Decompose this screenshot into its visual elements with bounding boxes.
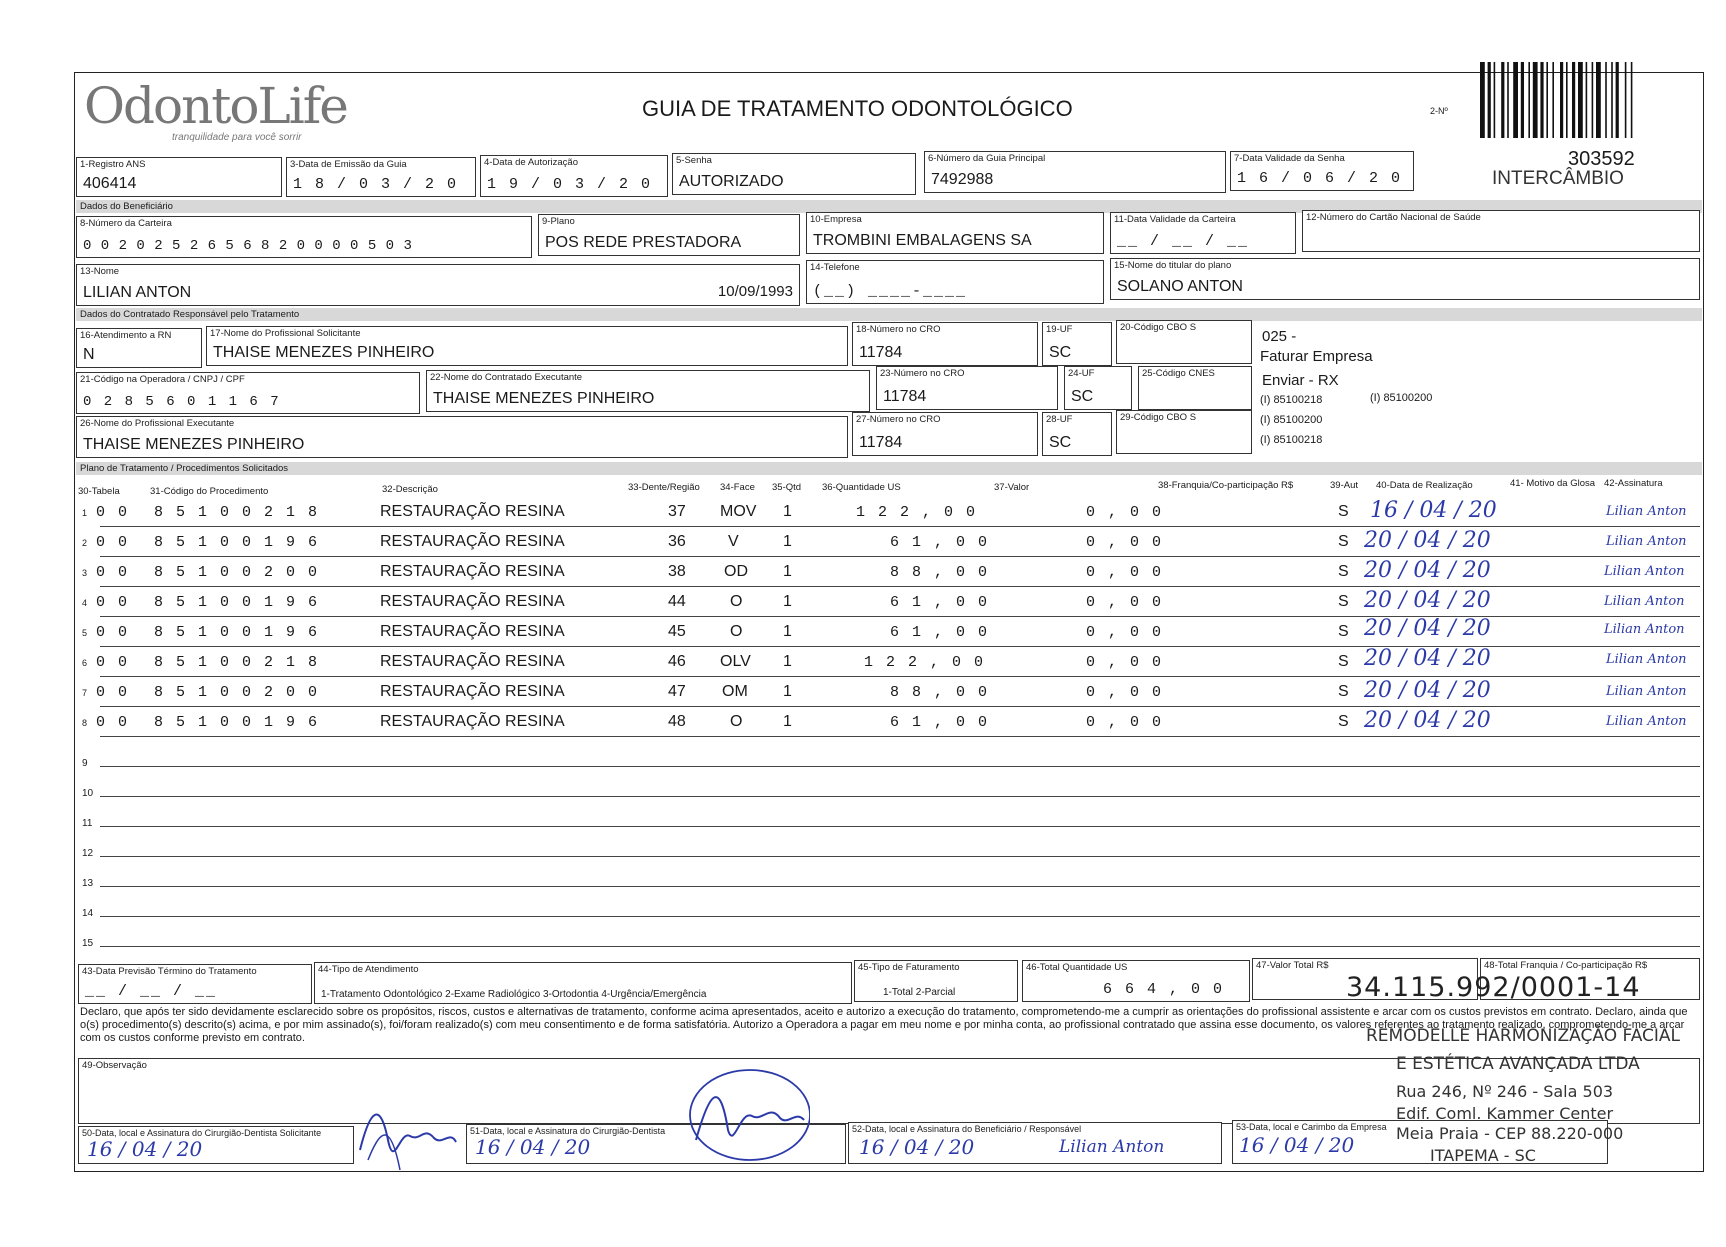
row-face: OD bbox=[724, 563, 748, 580]
barcode-bar bbox=[1513, 62, 1518, 138]
guide-no-label: 2-Nº bbox=[1430, 106, 1448, 116]
barcode-bar bbox=[1560, 62, 1563, 138]
logo bbox=[84, 77, 347, 143]
row-tabela: 0 0 bbox=[96, 654, 130, 671]
row-number: 4 bbox=[82, 598, 88, 608]
uf28-value: SC bbox=[1049, 434, 1072, 451]
f45-field[interactable] bbox=[854, 960, 1018, 1002]
col-valor: 37-Valor bbox=[994, 482, 1030, 493]
barcode-bar bbox=[1552, 62, 1554, 138]
row-codigo: 8 5 1 0 0 1 9 6 bbox=[154, 714, 320, 731]
section-plano: Plano de Tratamento / Procedimentos Solicitados bbox=[76, 462, 1702, 475]
row-descricao: RESTAURAÇÃO RESINA bbox=[380, 593, 565, 610]
cro18-field[interactable] bbox=[852, 322, 1038, 366]
f51-value: 16 / 04 / 20 bbox=[475, 1135, 591, 1159]
f53-label: 53-Data, local e Carimbo da Empresa bbox=[1236, 1122, 1387, 1132]
cbo20-field[interactable] bbox=[1116, 320, 1252, 364]
row-qtd: 1 bbox=[783, 713, 792, 730]
row-line bbox=[100, 736, 1700, 737]
prof-executante-field[interactable] bbox=[76, 416, 848, 458]
row-codigo: 8 5 1 0 0 2 1 8 bbox=[154, 504, 320, 521]
guia-principal-value: 7492988 bbox=[931, 171, 994, 188]
registro-ans-value: 406414 bbox=[83, 175, 137, 192]
prof-solicitante-field[interactable] bbox=[206, 326, 848, 366]
validade-carteira-value: __ / __ / __ bbox=[1117, 233, 1250, 250]
row-number: 8 bbox=[82, 718, 88, 728]
f51-label: 51-Data, local e Assinatura do Cirurgião-Dentista bbox=[470, 1126, 666, 1136]
row-face: O bbox=[730, 623, 743, 640]
row-dente: 46 bbox=[668, 653, 686, 670]
row-descricao: RESTAURAÇÃO RESINA bbox=[380, 563, 565, 580]
titular-label: 15-Nome do titular do plano bbox=[1114, 260, 1232, 271]
titular-value: SOLANO ANTON bbox=[1117, 278, 1243, 295]
row-qtd: 1 bbox=[783, 503, 792, 520]
stamp-line-6: ITAPEMA - SC bbox=[1430, 1146, 1536, 1165]
row-number: 13 bbox=[82, 878, 94, 889]
uf28-label: 28-UF bbox=[1046, 414, 1073, 425]
prof-executante-value: THAISE MENEZES PINHEIRO bbox=[83, 436, 305, 453]
row-number: 5 bbox=[82, 628, 88, 638]
row-qtd: 1 bbox=[783, 623, 792, 640]
cro18-label: 18-Número no CRO bbox=[856, 324, 941, 335]
row-line bbox=[100, 646, 1700, 647]
cartao-nacional-label: 12-Número do Cartão Nacional de Saúde bbox=[1306, 212, 1481, 223]
declaration-text: Declaro, que após ter sido devidamente esclarecido sobre os propósitos, riscos, custos e alternativas de tratamento, conforme acima apresentados, aceito e autorizo a execução do tratamento, comprometendo-me a cumprir as orientações do profissional assistente e arcar com os custos previstos em contrato. Declaro, ainda que o(s) procedimento(s) descrito(s) acima, e por mim assinado(s), foi/foram realizado(s) com meu consentimento e de forma satisfatória. Autorizo a Operadora a pagar em meu nome e por minha conta, ao profissional contratado que assina esse documento, os valores referentes ao tratamento realizado, comprometendo-me a arcar com os custos conforme previsto em contrato. bbox=[80, 1006, 1688, 1044]
row-number: 11 bbox=[82, 818, 93, 829]
senha-value: AUTORIZADO bbox=[679, 173, 784, 190]
barcode-bar bbox=[1546, 62, 1548, 138]
row-number: 12 bbox=[82, 848, 94, 859]
validade-senha-field[interactable] bbox=[1230, 151, 1414, 191]
row-number: 9 bbox=[82, 758, 88, 769]
f44-field[interactable] bbox=[314, 962, 852, 1004]
row-aut: S bbox=[1338, 623, 1349, 640]
validade-senha-label: 7-Data Validade da Senha bbox=[1234, 153, 1345, 164]
row-us: 6 1 , 0 0 bbox=[890, 534, 990, 551]
row-descricao: RESTAURAÇÃO RESINA bbox=[380, 533, 565, 550]
col-face: 34-Face bbox=[720, 482, 755, 493]
f47-label: 47-Valor Total R$ bbox=[1256, 960, 1329, 971]
guide-number: 303592 bbox=[1568, 148, 1635, 170]
f50-field[interactable] bbox=[78, 1126, 354, 1164]
row-face: O bbox=[730, 593, 743, 610]
row-aut: S bbox=[1338, 563, 1349, 580]
uf24-label: 24-UF bbox=[1068, 368, 1095, 379]
intercambio-label: INTERCÂMBIO bbox=[1492, 168, 1624, 189]
row-us: 6 1 , 0 0 bbox=[890, 714, 990, 731]
note-faturar: Faturar Empresa bbox=[1260, 348, 1373, 365]
row-number: 1 bbox=[82, 508, 88, 518]
row-tabela: 0 0 bbox=[96, 714, 130, 731]
cro27-field[interactable] bbox=[852, 412, 1038, 456]
row-dente: 36 bbox=[668, 533, 686, 550]
prof-solicitante-label: 17-Nome do Profissional Solicitante bbox=[210, 328, 361, 339]
row-codigo: 8 5 1 0 0 1 9 6 bbox=[154, 534, 320, 551]
row-codigo: 8 5 1 0 0 2 0 0 bbox=[154, 684, 320, 701]
f46-label: 46-Total Quantidade US bbox=[1026, 962, 1128, 973]
stamp-line-5: Meia Praia - CEP 88.220-000 bbox=[1396, 1124, 1624, 1143]
f50-label: 50-Data, local e Assinatura do Cirurgião-Dentista Solicitante bbox=[82, 1128, 322, 1138]
cro27-value: 11784 bbox=[859, 434, 903, 451]
table-row[interactable] bbox=[78, 500, 1718, 528]
nome-value: LILIAN ANTON bbox=[83, 284, 192, 301]
row-data: 20 / 04 / 20 bbox=[1364, 708, 1491, 733]
barcode-bar bbox=[1501, 62, 1504, 138]
f50-value: 16 / 04 / 20 bbox=[87, 1137, 203, 1161]
data-autorizacao-field[interactable] bbox=[480, 155, 668, 197]
barcode-bar bbox=[1528, 62, 1530, 138]
note-code-1: (I) 85100218 bbox=[1260, 394, 1323, 406]
f52-value: 16 / 04 / 20 bbox=[859, 1135, 975, 1159]
atendimento-rn-field[interactable] bbox=[76, 328, 202, 368]
data-autorizacao-value: 1 9 / 0 3 / 2 0 bbox=[487, 176, 653, 193]
f43-field[interactable] bbox=[78, 964, 312, 1004]
row-tabela: 0 0 bbox=[96, 504, 130, 521]
col-us: 36-Quantidade US bbox=[822, 482, 901, 493]
atendimento-rn-label: 16-Atendimento a RN bbox=[80, 330, 172, 341]
barcode-bar bbox=[1488, 62, 1491, 138]
row-descricao: RESTAURAÇÃO RESINA bbox=[380, 503, 565, 520]
senha-field[interactable] bbox=[672, 153, 916, 195]
row-aut: S bbox=[1338, 713, 1349, 730]
row-face: O bbox=[730, 713, 743, 730]
barcode-bar bbox=[1631, 62, 1633, 138]
section-beneficiario: Dados do Beneficiário bbox=[76, 200, 1702, 213]
table-row[interactable] bbox=[78, 710, 1718, 738]
row-franquia: 0 , 0 0 bbox=[1086, 564, 1164, 581]
row-face: V bbox=[728, 533, 739, 550]
row-us: 1 2 2 , 0 0 bbox=[856, 504, 978, 521]
row-franquia: 0 , 0 0 bbox=[1086, 714, 1164, 731]
row-aut: S bbox=[1338, 683, 1349, 700]
barcode-bars bbox=[1480, 62, 1632, 138]
empresa-label: 10-Empresa bbox=[810, 214, 862, 225]
row-line bbox=[100, 676, 1700, 677]
carteira-value: 0 0 2 0 2 5 2 6 5 6 8 2 0 0 0 0 5 0 3 bbox=[83, 238, 413, 254]
row-signature: Lilian Anton bbox=[1606, 684, 1687, 699]
atendimento-rn-value: N bbox=[83, 346, 95, 363]
empresa-field[interactable] bbox=[806, 212, 1104, 254]
barcode-bar bbox=[1521, 62, 1524, 138]
cro23-value: 11784 bbox=[883, 388, 927, 405]
row-signature: Lilian Anton bbox=[1606, 652, 1687, 667]
row-signature: Lilian Anton bbox=[1606, 714, 1687, 729]
codigo-operadora-label: 21-Código na Operadora / CNPJ / CPF bbox=[80, 374, 245, 385]
telefone-label: 14-Telefone bbox=[810, 262, 860, 273]
uf19-label: 19-UF bbox=[1046, 324, 1073, 335]
data-emissao-label: 3-Data de Emissão da Guia bbox=[290, 159, 407, 170]
row-signature: Lilian Anton bbox=[1606, 534, 1687, 549]
row-tabela: 0 0 bbox=[96, 564, 130, 581]
dentist-signature-2 bbox=[680, 1060, 810, 1170]
titular-field[interactable] bbox=[1110, 258, 1700, 300]
row-data: 20 / 04 / 20 bbox=[1364, 678, 1491, 703]
table-row[interactable] bbox=[78, 530, 1718, 558]
row-number: 15 bbox=[82, 938, 94, 949]
cro18-value: 11784 bbox=[859, 344, 903, 361]
barcode-bar bbox=[1616, 62, 1619, 138]
validade-senha-value: 1 6 / 0 6 / 2 0 bbox=[1237, 170, 1403, 187]
f44-label: 44-Tipo de Atendimento bbox=[318, 964, 419, 975]
row-descricao: RESTAURAÇÃO RESINA bbox=[380, 623, 565, 640]
row-descricao: RESTAURAÇÃO RESINA bbox=[380, 713, 565, 730]
row-tabela: 0 0 bbox=[96, 624, 130, 641]
row-line bbox=[100, 766, 1700, 767]
row-dente: 37 bbox=[668, 503, 686, 520]
nome-label: 13-Nome bbox=[80, 266, 120, 277]
plano-field[interactable] bbox=[538, 214, 800, 256]
telefone-value: (__) ____-____ bbox=[813, 283, 968, 300]
f52-label: 52-Data, local e Assinatura do Beneficiário / Responsável bbox=[852, 1124, 1082, 1134]
barcode-bar bbox=[1578, 62, 1583, 138]
row-data: 20 / 04 / 20 bbox=[1364, 646, 1491, 671]
uf24-field[interactable] bbox=[1064, 366, 1132, 410]
row-dente: 48 bbox=[668, 713, 686, 730]
table-row[interactable] bbox=[78, 680, 1718, 708]
note-code-3: (I) 85100200 bbox=[1260, 414, 1323, 426]
row-qtd: 1 bbox=[783, 563, 792, 580]
f45-label: 45-Tipo de Faturamento bbox=[858, 962, 960, 973]
row-us: 1 2 2 , 0 0 bbox=[864, 654, 986, 671]
contratado-exec-value: THAISE MENEZES PINHEIRO bbox=[433, 390, 655, 407]
stamp-line-2: E ESTÉTICA AVANÇADA LTDA bbox=[1396, 1054, 1640, 1074]
row-face: OM bbox=[722, 683, 748, 700]
row-descricao: RESTAURAÇÃO RESINA bbox=[380, 683, 565, 700]
row-franquia: 0 , 0 0 bbox=[1086, 624, 1164, 641]
guia-principal-label: 6-Número da Guia Principal bbox=[928, 153, 1046, 164]
row-signature: Lilian Anton bbox=[1604, 564, 1685, 579]
barcode-bar bbox=[1625, 62, 1627, 138]
senha-label: 5-Senha bbox=[676, 155, 712, 166]
row-signature: Lilian Anton bbox=[1606, 504, 1687, 519]
col-codigo: 31-Código do Procedimento bbox=[150, 486, 269, 497]
table-row[interactable] bbox=[78, 560, 1718, 588]
col-qtd: 35-Qtd bbox=[772, 482, 802, 493]
col-franquia: 38-Franquia/Co-participação R$ bbox=[1158, 480, 1294, 491]
row-line bbox=[100, 556, 1700, 557]
note-code-2: (I) 85100200 bbox=[1370, 392, 1433, 404]
stamp-line-1: REMODELLE HARMONIZAÇÃO FACIAL bbox=[1366, 1026, 1681, 1046]
barcode-bar bbox=[1566, 62, 1568, 138]
row-franquia: 0 , 0 0 bbox=[1086, 684, 1164, 701]
f53-value: 16 / 04 / 20 bbox=[1239, 1133, 1355, 1157]
row-qtd: 1 bbox=[783, 533, 792, 550]
f46-value: 6 6 4 , 0 0 bbox=[1103, 981, 1225, 998]
row-aut: S bbox=[1338, 503, 1349, 520]
row-us: 6 1 , 0 0 bbox=[890, 624, 990, 641]
f46-field[interactable] bbox=[1022, 960, 1250, 1002]
row-data: 16 / 04 / 20 bbox=[1370, 498, 1497, 523]
codigo-operadora-field[interactable] bbox=[76, 372, 420, 414]
section-contratado: Dados do Contratado Responsável pelo Tratamento bbox=[76, 308, 1702, 321]
cartao-nacional-field[interactable] bbox=[1302, 210, 1700, 252]
row-dente: 38 bbox=[668, 563, 686, 580]
carteira-field[interactable] bbox=[76, 216, 532, 258]
row-franquia: 0 , 0 0 bbox=[1086, 594, 1164, 611]
row-us: 6 1 , 0 0 bbox=[890, 594, 990, 611]
row-line bbox=[100, 886, 1700, 887]
contratado-exec-field[interactable] bbox=[426, 370, 870, 412]
col-tabela: 30-Tabela bbox=[78, 486, 120, 497]
row-tabela: 0 0 bbox=[96, 684, 130, 701]
row-number: 3 bbox=[82, 568, 88, 578]
cro23-label: 23-Número no CRO bbox=[880, 368, 965, 379]
barcode-bar bbox=[1596, 62, 1601, 138]
row-signature: Lilian Anton bbox=[1604, 594, 1685, 609]
stamp-cnpj: 34.115.992/0001-14 bbox=[1346, 972, 1641, 1003]
row-franquia: 0 , 0 0 bbox=[1086, 504, 1164, 521]
cro27-label: 27-Número no CRO bbox=[856, 414, 941, 425]
f52-field[interactable] bbox=[848, 1122, 1222, 1164]
barcode-bar bbox=[1494, 62, 1496, 138]
row-aut: S bbox=[1338, 533, 1349, 550]
row-number: 6 bbox=[82, 658, 88, 668]
guia-principal-field[interactable] bbox=[924, 151, 1226, 193]
row-franquia: 0 , 0 0 bbox=[1086, 534, 1164, 551]
plano-value: POS REDE PRESTADORA bbox=[545, 234, 742, 251]
row-dente: 45 bbox=[668, 623, 686, 640]
empresa-value: TROMBINI EMBALAGENS SA bbox=[813, 232, 1032, 249]
barcode-bar bbox=[1572, 62, 1575, 138]
stamp-line-3: Rua 246, Nº 246 - Sala 503 bbox=[1396, 1082, 1614, 1101]
barcode-bar bbox=[1611, 62, 1613, 138]
observacao-label: 49-Observação bbox=[82, 1060, 147, 1071]
row-number: 7 bbox=[82, 688, 88, 698]
row-qtd: 1 bbox=[783, 593, 792, 610]
cbo20-label: 20-Código CBO S bbox=[1120, 322, 1197, 333]
row-line bbox=[100, 856, 1700, 857]
row-line bbox=[100, 526, 1700, 527]
row-face: MOV bbox=[720, 503, 757, 520]
data-emissao-field[interactable] bbox=[286, 157, 476, 197]
registro-ans-label: 1-Registro ANS bbox=[80, 159, 146, 170]
uf19-value: SC bbox=[1049, 344, 1072, 361]
data-emissao-value: 1 8 / 0 3 / 2 0 bbox=[293, 176, 459, 193]
row-signature: Lilian Anton bbox=[1604, 622, 1685, 637]
row-data: 20 / 04 / 20 bbox=[1364, 558, 1491, 583]
cbo29-field[interactable] bbox=[1116, 410, 1252, 454]
birth-date: 10/09/1993 bbox=[717, 283, 793, 300]
f45-value: 1-Total 2-Parcial bbox=[883, 987, 956, 998]
row-line bbox=[100, 616, 1700, 617]
col-assinatura: 42-Assinatura bbox=[1604, 478, 1663, 489]
row-qtd: 1 bbox=[783, 653, 792, 670]
row-line bbox=[100, 916, 1700, 917]
barcode-bar bbox=[1480, 62, 1485, 138]
codigo-operadora-value: 0 2 8 5 6 0 1 1 6 7 bbox=[83, 394, 281, 410]
logo-tagline: tranquilidade para você sorrir bbox=[172, 132, 302, 143]
row-line bbox=[100, 946, 1700, 947]
cnes25-label: 25-Código CNES bbox=[1142, 368, 1215, 379]
cnes25-field[interactable] bbox=[1138, 366, 1252, 410]
note-enviar: Enviar - RX bbox=[1262, 372, 1339, 389]
table-row[interactable] bbox=[78, 590, 1718, 618]
note-code-4: (I) 85100218 bbox=[1260, 434, 1323, 446]
row-number: 10 bbox=[82, 788, 94, 799]
uf24-value: SC bbox=[1071, 388, 1094, 405]
row-us: 8 8 , 0 0 bbox=[890, 564, 990, 581]
f48-label: 48-Total Franquia / Co-participação R$ bbox=[1484, 960, 1648, 971]
barcode bbox=[1480, 62, 1710, 144]
row-codigo: 8 5 1 0 0 2 0 0 bbox=[154, 564, 320, 581]
validade-carteira-field[interactable] bbox=[1110, 212, 1296, 254]
nome-field[interactable] bbox=[76, 264, 800, 306]
data-autorizacao-label: 4-Data de Autorização bbox=[484, 157, 579, 168]
plano-label: 9-Plano bbox=[542, 216, 575, 227]
contratado-exec-label: 22-Nome do Contratado Executante bbox=[430, 372, 583, 383]
col-descricao: 32-Descrição bbox=[382, 484, 438, 495]
row-line bbox=[100, 706, 1700, 707]
row-line bbox=[100, 796, 1700, 797]
note-code: 025 - bbox=[1262, 328, 1297, 345]
row-franquia: 0 , 0 0 bbox=[1086, 654, 1164, 671]
barcode-bar bbox=[1507, 62, 1509, 138]
page-title: GUIA DE TRATAMENTO ODONTOLÓGICO bbox=[642, 96, 1073, 121]
row-aut: S bbox=[1338, 593, 1349, 610]
row-number: 14 bbox=[82, 908, 94, 919]
table-row[interactable] bbox=[78, 616, 1718, 648]
barcode-bar bbox=[1533, 62, 1538, 138]
barcode-bar bbox=[1586, 62, 1588, 138]
f44-value: 1-Tratamento Odontológico 2-Exame Radiológico 3-Ortodontia 4-Urgência/Emergência bbox=[321, 989, 707, 1000]
barcode-bar bbox=[1540, 62, 1543, 138]
row-tabela: 0 0 bbox=[96, 594, 130, 611]
cro23-field[interactable] bbox=[876, 366, 1058, 410]
row-tabela: 0 0 bbox=[96, 534, 130, 551]
carteira-label: 8-Número da Carteira bbox=[80, 218, 172, 229]
row-dente: 44 bbox=[668, 593, 686, 610]
row-codigo: 8 5 1 0 0 2 1 8 bbox=[154, 654, 320, 671]
row-aut: S bbox=[1338, 653, 1349, 670]
f43-label: 43-Data Previsão Término do Tratamento bbox=[82, 966, 257, 977]
registro-ans-field[interactable] bbox=[76, 157, 282, 197]
row-data: 20 / 04 / 20 bbox=[1364, 616, 1491, 641]
validade-carteira-label: 11-Data Validade da Carteira bbox=[1114, 214, 1236, 225]
row-dente: 47 bbox=[668, 683, 686, 700]
row-qtd: 1 bbox=[783, 683, 792, 700]
col-glosa: 41- Motivo da Glosa bbox=[1510, 478, 1596, 489]
prof-executante-label: 26-Nome do Profissional Executante bbox=[80, 418, 235, 429]
row-codigo: 8 5 1 0 0 1 9 6 bbox=[154, 594, 320, 611]
logo-brand: OdontoLife bbox=[84, 77, 347, 135]
row-us: 8 8 , 0 0 bbox=[890, 684, 990, 701]
table-row[interactable] bbox=[78, 646, 1718, 678]
row-number: 2 bbox=[82, 538, 88, 548]
barcode-bar bbox=[1605, 62, 1607, 138]
telefone-field[interactable] bbox=[806, 260, 1104, 304]
row-descricao: RESTAURAÇÃO RESINA bbox=[380, 653, 565, 670]
row-face: OLV bbox=[720, 653, 751, 670]
cbo29-label: 29-Código CBO S bbox=[1120, 412, 1197, 423]
row-line bbox=[100, 826, 1700, 827]
row-data: 20 / 04 / 20 bbox=[1364, 528, 1491, 553]
dentist-signature-1 bbox=[350, 1090, 460, 1180]
row-codigo: 8 5 1 0 0 1 9 6 bbox=[154, 624, 320, 641]
stamp-line-4: Edif. Coml. Kammer Center bbox=[1396, 1104, 1614, 1123]
uf28-field[interactable] bbox=[1042, 412, 1112, 456]
f52-signature: Lilian Anton bbox=[1059, 1137, 1165, 1157]
col-dente: 33-Dente/Região bbox=[628, 482, 700, 493]
row-data: 20 / 04 / 20 bbox=[1364, 588, 1491, 613]
uf19-field[interactable] bbox=[1042, 322, 1112, 366]
col-data: 40-Data de Realização bbox=[1376, 480, 1473, 491]
f43-value: __ / __ / __ bbox=[85, 983, 218, 1000]
row-line bbox=[100, 586, 1700, 587]
barcode-bar bbox=[1592, 62, 1594, 138]
prof-solicitante-value: THAISE MENEZES PINHEIRO bbox=[213, 344, 435, 361]
col-aut: 39-Aut bbox=[1330, 480, 1358, 491]
